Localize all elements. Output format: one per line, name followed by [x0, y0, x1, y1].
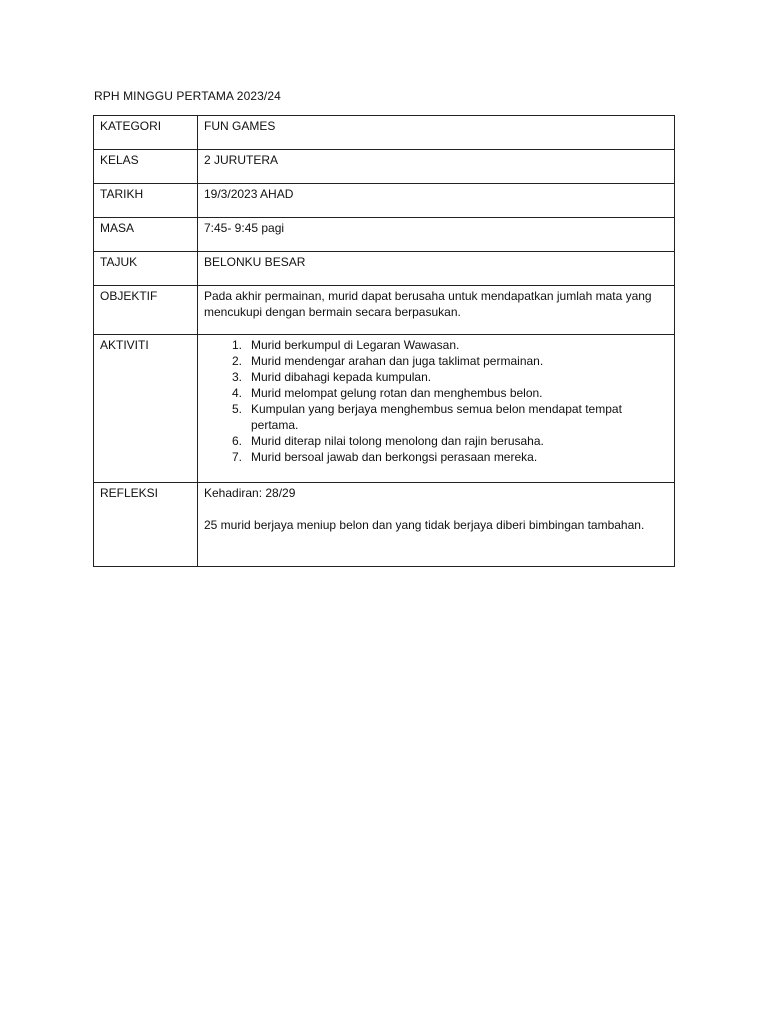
list-item	[204, 449, 668, 465]
tarikh-label: TARIKH	[94, 184, 198, 218]
list-item-text: Murid mendengar arahan dan juga taklimat permainan.	[251, 354, 544, 368]
kehadiran-text: Kehadiran: 28/29	[204, 486, 296, 500]
list-item-text: Murid melompat gelung rotan dan menghembus belon.	[251, 386, 543, 400]
refleksi-label: REFLEKSI	[94, 483, 198, 567]
table-row-aktiviti	[94, 335, 675, 483]
document-title: RPH MINGGU PERTAMA 2023/24	[94, 89, 281, 103]
list-item	[204, 401, 668, 433]
list-item-number: 6.	[231, 434, 242, 448]
aktiviti-value	[198, 335, 675, 483]
list-item-text: Kumpulan yang berjaya menghembus semua belon mendapat tempat pertama.	[251, 402, 622, 432]
masa-label: MASA	[94, 218, 198, 252]
list-item	[204, 353, 668, 369]
tajuk-value: BELONKU BESAR	[198, 252, 675, 286]
refleksi-value	[198, 483, 675, 567]
kategori-value: FUN GAMES	[198, 116, 675, 150]
list-item	[204, 337, 668, 353]
tarikh-value: 19/3/2023 AHAD	[198, 184, 675, 218]
list-item	[204, 369, 668, 385]
activity-list	[204, 337, 668, 465]
kategori-label: KATEGORI	[94, 116, 198, 150]
table-row-masa	[94, 218, 675, 252]
list-item	[204, 385, 668, 401]
refleksi-note: 25 murid berjaya meniup belon dan yang tidak berjaya diberi bimbingan tambahan.	[204, 518, 645, 532]
tajuk-label: TAJUK	[94, 252, 198, 286]
paragraph-spacer	[204, 501, 668, 517]
table-row-objektif	[94, 286, 675, 335]
table-row-tarikh	[94, 184, 675, 218]
list-item-text: Murid dibahagi kepada kumpulan.	[251, 370, 432, 384]
kelas-value: 2 JURUTERA	[198, 150, 675, 184]
kelas-label: KELAS	[94, 150, 198, 184]
list-item-number: 7.	[231, 450, 242, 464]
list-item-text: Murid diterap nilai tolong menolong dan rajin berusaha.	[251, 434, 544, 448]
list-item-text: Murid bersoal jawab dan berkongsi perasaan mereka.	[251, 450, 538, 464]
table-row-refleksi	[94, 483, 675, 567]
list-item-text: Murid berkumpul di Legaran Wawasan.	[251, 338, 460, 352]
list-item-number: 5.	[231, 402, 242, 416]
table-row-kategori	[94, 116, 675, 150]
objektif-value: Pada akhir permainan, murid dapat berusaha untuk mendapatkan jumlah mata yang mencukupi dengan bermain secara berpasukan.	[198, 286, 675, 335]
masa-value: 7:45- 9:45 pagi	[198, 218, 675, 252]
table-row-tajuk	[94, 252, 675, 286]
list-item-number: 2.	[231, 354, 242, 368]
rph-table	[93, 115, 675, 567]
list-item-number: 4.	[231, 386, 242, 400]
list-item	[204, 433, 668, 449]
objektif-label: OBJEKTIF	[94, 286, 198, 335]
aktiviti-label: AKTIVITI	[94, 335, 198, 483]
table-row-kelas	[94, 150, 675, 184]
list-item-number: 3.	[231, 370, 242, 384]
list-item-number: 1.	[231, 338, 242, 352]
